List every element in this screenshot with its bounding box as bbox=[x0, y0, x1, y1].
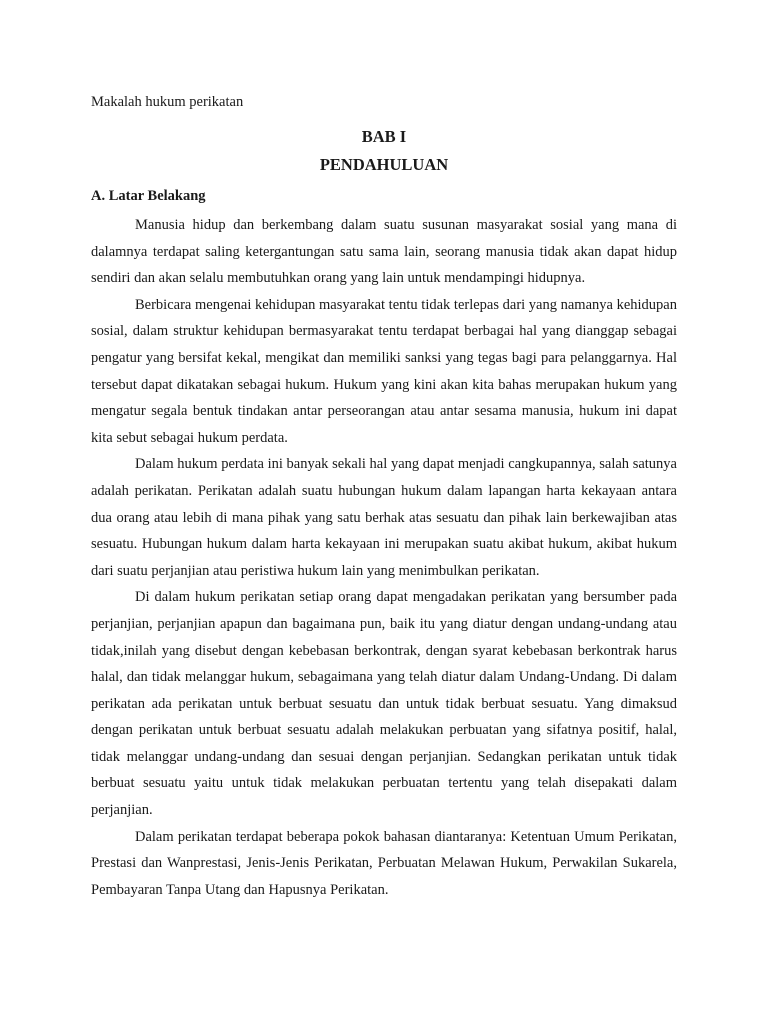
paragraph-5: Dalam perikatan terdapat beberapa pokok bahasan diantaranya: Ketentuan Umum Perikatan, Prestasi dan Wanprestasi, Jenis-Jenis Perikatan, Perbuatan Melawan Hukum, Perwakilan Sukarela, Pembayaran Tanpa Utang dan Hapusnya Perikatan. bbox=[91, 828, 677, 898]
paragraph-2: Berbicara mengenai kehidupan masyarakat tentu tidak terlepas dari yang namanya kehidupan sosial, dalam struktur kehidupan bermasyarakat tentu terdapat berbagai hal yang dianggap sebagai pengatur yang bersifat kekal, mengikat dan memiliki sanksi yang tegas bagi para pelanggarnya. Hal tersebut dapat dikatakan sebagai hukum. Hukum yang kini akan kita bahas merupakan hukum yang mengatur segala bentuk tindakan antar perseorangan atau antar sesama manusia, hukum ini dapat kita sebut sebagai hukum perdata. bbox=[91, 296, 677, 446]
document-header-note: Makalah hukum perikatan bbox=[91, 94, 244, 110]
chapter-title: PENDAHULUAN bbox=[319, 155, 449, 174]
paragraph-4: Di dalam hukum perikatan setiap orang dapat mengadakan perikatan yang bersumber pada perjanjian, perjanjian apapun dan bagaimana pun, baik itu yang diatur dengan undang-undang atau tidak,inilah yang disebut dengan kebebasan berkontrak, dengan syarat kebebasan berkontrak harus halal, dan tidak melanggar hukum, sebagaimana yang telah diatur dalam Undang-Undang. Di dalam perikatan ada perikatan untuk berbuat sesuatu dan untuk tidak berbuat sesuatu. Yang dimaksud dengan perikatan untuk berbuat sesuatu adalah melakukan perbuatan yang sifatnya positif, halal, tidak melanggar undang-undang dan sesuai dengan perjanjian. Sedangkan perikatan untuk tidak berbuat sesuatu yaitu untuk tidak melakukan perbuatan tertentu yang telah disepakati dalam perjanjian. bbox=[91, 589, 677, 819]
document-page bbox=[91, 92, 677, 903]
paragraph-3: Dalam hukum perdata ini banyak sekali hal yang dapat menjadi cangkupannya, salah satunya adalah perikatan. Perikatan adalah suatu hubungan hukum dalam lapangan harta kekayaan antara dua orang atau lebih di mana pihak yang satu berhak atas sesuatu dan pihak lain berkewajiban atas sesuatu. Hubungan hukum dalam harta kekayaan ini merupakan suatu akibat hukum, akibat hukum dari suatu perjanjian atau peristiwa hukum lain yang menimbulkan perikatan. bbox=[91, 456, 677, 579]
section-heading: A. Latar Belakang bbox=[91, 188, 206, 204]
paragraph-1: Manusia hidup dan berkembang dalam suatu susunan masyarakat sosial yang mana di dalamnya terdapat saling ketergantungan satu sama lain, seorang manusia tidak akan dapat hidup sendiri dan akan selalu membutuhkan orang yang lain untuk mendampingi hidupnya. bbox=[91, 217, 677, 287]
chapter-label: BAB I bbox=[361, 127, 407, 146]
